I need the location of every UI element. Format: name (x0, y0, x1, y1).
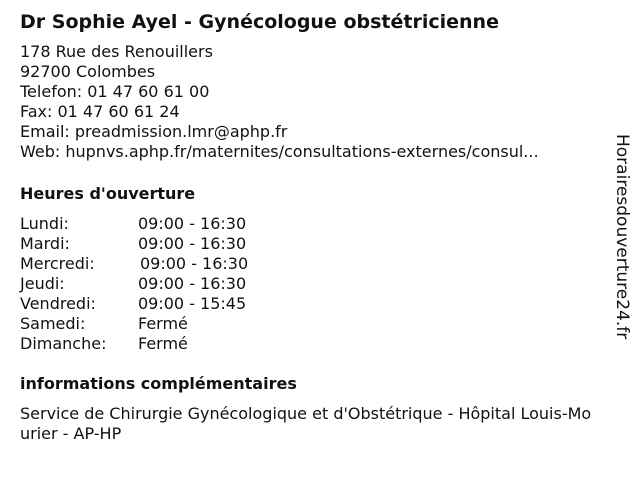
extra-info-heading: informations complémentaires (20, 374, 297, 393)
email-address: Email: preadmission.lmr@aphp.fr (20, 122, 288, 141)
day-label: Vendredi: (20, 294, 96, 313)
day-label: Jeudi: (20, 274, 65, 293)
day-label: Mercredi: (20, 254, 95, 273)
time-value: 09:00 - 16:30 (138, 234, 247, 253)
hours-row-thursday (20, 274, 600, 294)
extra-info-text: Service de Chirurgie Gynécologique et d'Obstétrique - Hôpital Louis-Mourier - AP-HP (20, 404, 592, 443)
time-value: 09:00 - 16:30 (138, 274, 247, 293)
hours-row-monday (20, 214, 600, 234)
day-label: Dimanche: (20, 334, 107, 353)
opening-hours-heading: Heures d'ouverture (20, 184, 196, 203)
hours-row-wednesday (20, 254, 600, 274)
address-city: 92700 Colombes (20, 62, 156, 81)
hours-row-friday (20, 294, 600, 314)
hours-row-saturday (20, 314, 600, 334)
fax-number: Fax: 01 47 60 61 24 (20, 102, 180, 121)
hours-row-sunday (20, 334, 600, 354)
time-value: 09:00 - 16:30 (138, 214, 247, 233)
day-label: Lundi: (20, 214, 69, 233)
site-watermark: Horairesdouverture24.fr (612, 134, 632, 340)
business-card (20, 8, 600, 444)
time-value: Fermé (138, 334, 188, 353)
time-value: Fermé (138, 314, 188, 333)
page-title: Dr Sophie Ayel - Gynécologue obstétricienne (20, 11, 499, 33)
opening-hours-table (20, 214, 600, 354)
website-link: Web: hupnvs.aphp.fr/maternites/consultations-externes/consul... (20, 142, 539, 161)
day-label: Samedi: (20, 314, 86, 333)
address-street: 178 Rue des Renouillers (20, 42, 213, 61)
phone-number: Telefon: 01 47 60 61 00 (20, 82, 210, 101)
time-value: 09:00 - 15:45 (138, 294, 247, 313)
contact-block (20, 42, 600, 162)
hours-row-tuesday (20, 234, 600, 254)
day-label: Mardi: (20, 234, 70, 253)
time-value: 09:00 - 16:30 (140, 254, 249, 273)
